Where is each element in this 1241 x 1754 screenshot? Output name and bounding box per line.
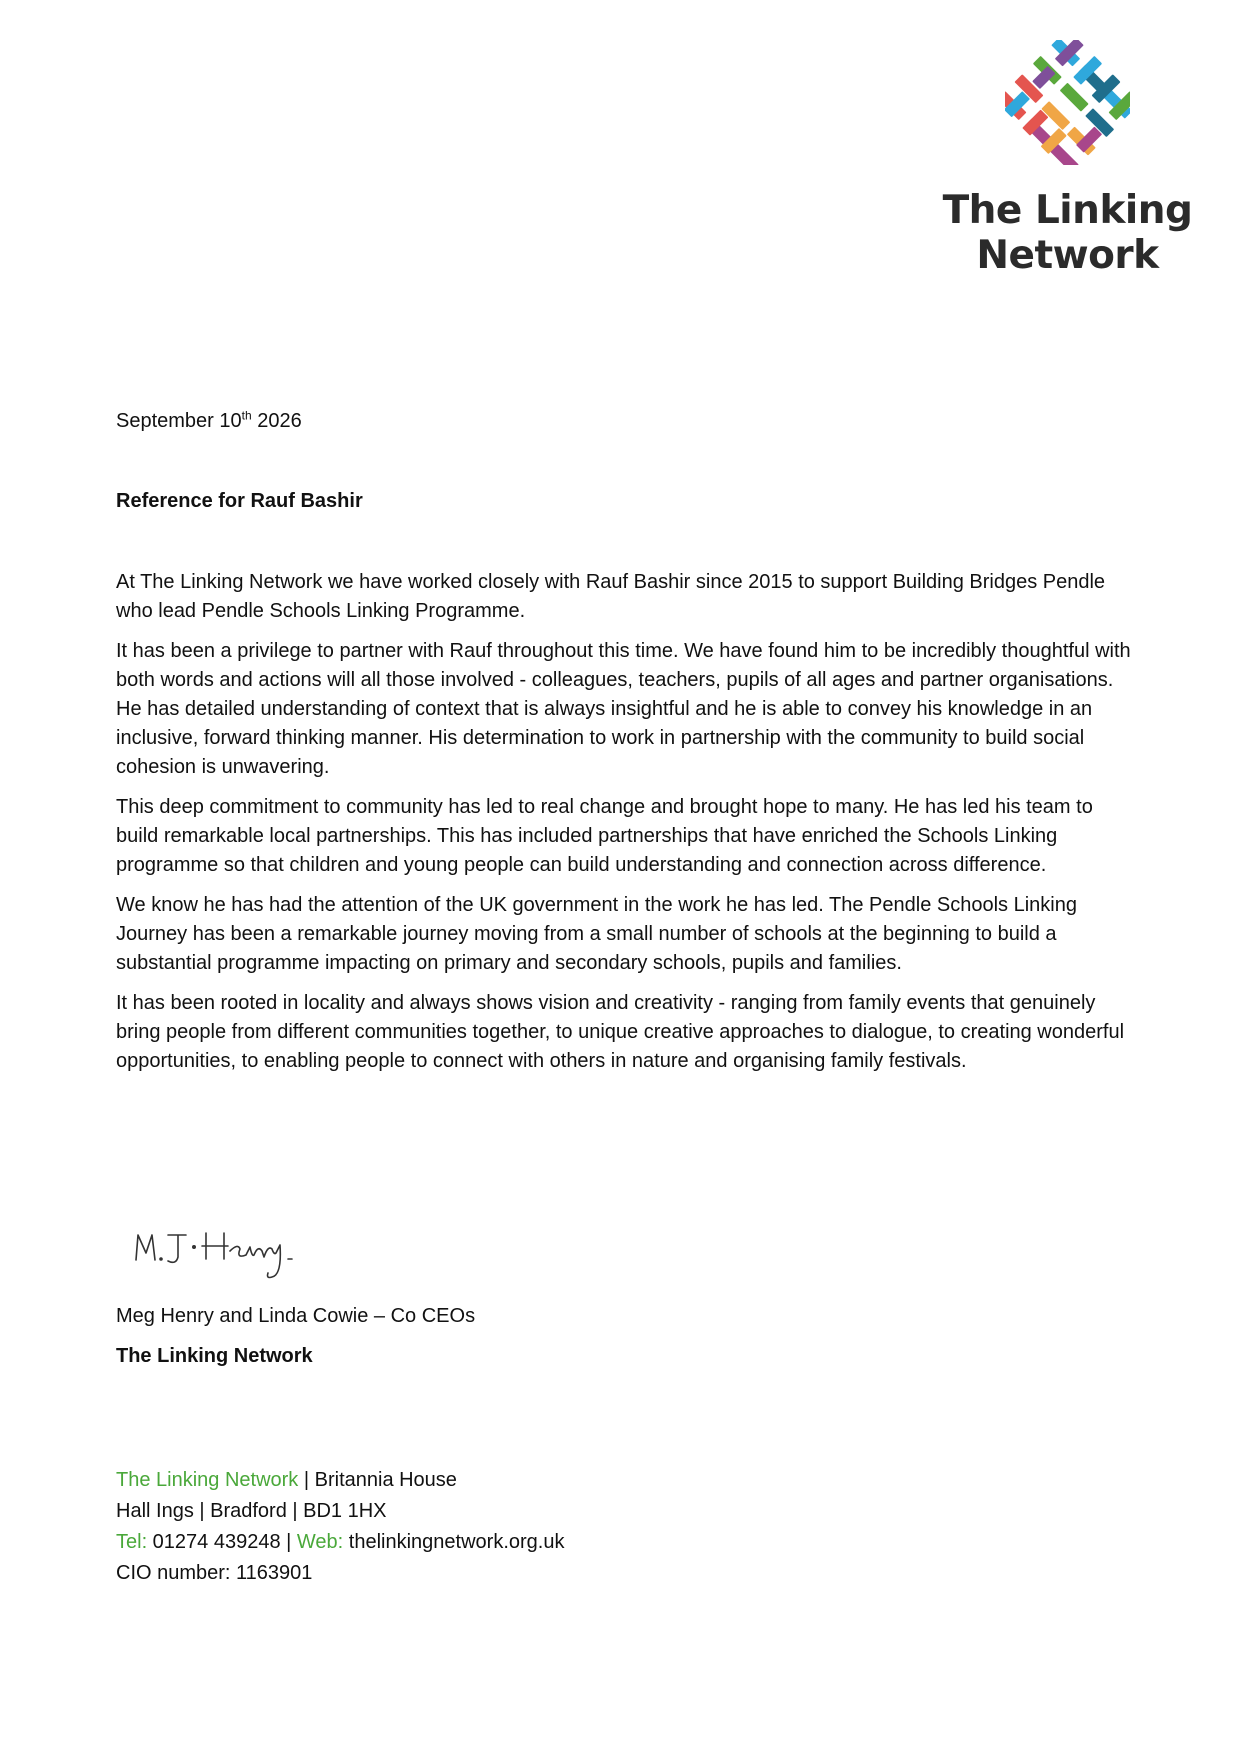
woven-lattice-logo-icon xyxy=(1005,40,1130,165)
footer-org-name: The Linking Network xyxy=(116,1469,299,1491)
logo-wordmark-line2: Network xyxy=(976,233,1159,278)
body-paragraph: At The Linking Network we have worked closely with Rauf Bashir since 2015 to support Building Bridges Pendle who lead Pendle Schools Linking Programme. xyxy=(116,571,1106,622)
letter-date xyxy=(116,410,302,433)
footer-separator: | xyxy=(298,1469,315,1491)
body-paragraph: We know he has had the attention of the UK government in the work he has led. The Pendle Schools Linking Journey has been a remarkable journey moving from a small number of schools at the beginning to build a substantial programme impacting on primary and secondary schools, pupils and families. xyxy=(116,894,1077,974)
footer-tel-label: Tel: xyxy=(116,1531,148,1553)
logo-wordmark xyxy=(935,188,1200,278)
date-ordinal: th xyxy=(241,408,252,423)
organisation-logo xyxy=(935,40,1205,280)
footer-line-1 xyxy=(116,1465,564,1496)
body-paragraph: It has been rooted in locality and always shows vision and creativity - ranging from family events that genuinely bring people from different communities together, to unique creative approaches to dialogue, to creating wonderful opportunities, to enabling people to connect with others in nature and organising family festivals. xyxy=(116,992,1125,1072)
date-year: 2026 xyxy=(251,410,302,432)
footer-tel-value: 01274 439248 | xyxy=(147,1531,297,1553)
footer-cio-number: CIO number: 1163901 xyxy=(116,1562,313,1584)
date-text: September 10 xyxy=(116,410,242,432)
handwritten-signature xyxy=(128,1215,338,1290)
footer-address-2: Hall Ings | Bradford | BD1 1HX xyxy=(116,1500,387,1522)
body-paragraph: It has been a privilege to partner with Rauf throughout this time. We have found him to be incredibly thoughtful with both words and actions will all those involved - colleagues, teachers, pupils of all ages and partner organisations. He has detailed understanding of context that is always insightful and he is able to convey his knowledge in an inclusive, forward thinking manner. His determination to work in partnership with the community to build social cohesion is unwavering. xyxy=(116,640,1131,778)
footer-contact xyxy=(116,1527,564,1558)
footer-web-label: Web: xyxy=(296,1531,344,1553)
signatory-names: Meg Henry and Linda Cowie – Co CEOs xyxy=(116,1305,476,1327)
letter-subject: Reference for Rauf Bashir xyxy=(116,490,363,512)
letter-footer xyxy=(116,1465,564,1589)
letter-body xyxy=(116,568,1136,1087)
logo-wordmark-line1: The Linking xyxy=(942,188,1193,233)
body-paragraph: This deep commitment to community has led to real change and brought hope to many. He has led his team to build remarkable local partnerships. This has included partnerships that have enriched the Schools Linking programme so that children and young people can build understanding and connection across difference. xyxy=(116,796,1093,876)
signatory-organisation: The Linking Network xyxy=(116,1345,313,1367)
footer-web-value: thelinkingnetwork.org.uk xyxy=(343,1531,565,1553)
footer-address-1: Britannia House xyxy=(314,1469,457,1491)
